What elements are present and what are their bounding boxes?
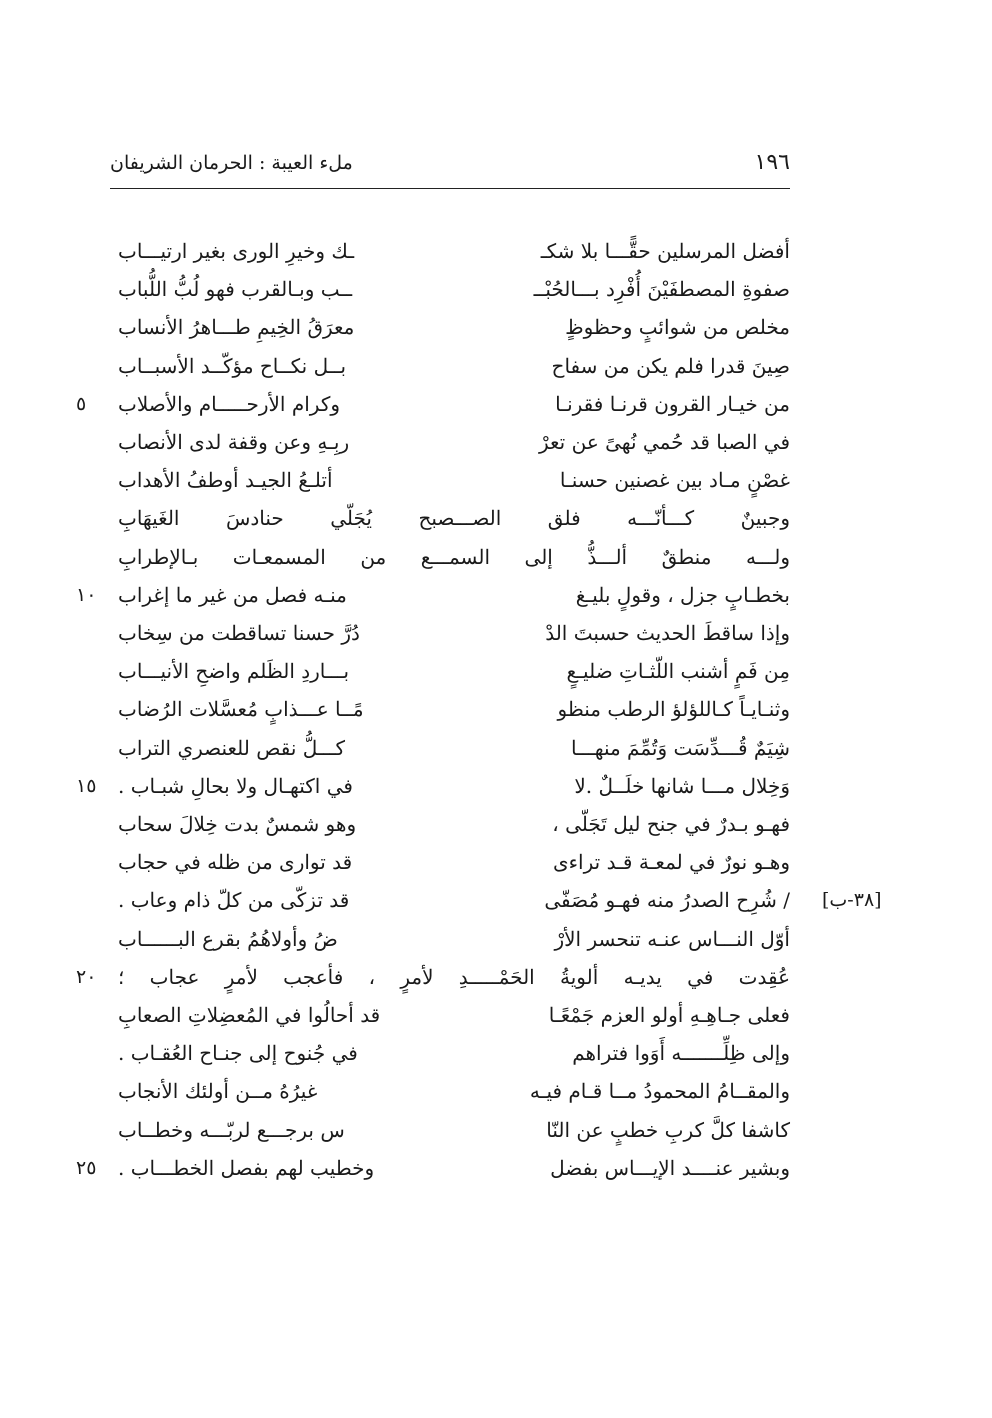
- verse-second-hemistich: قد تزكّى من كلّ ذام وعاب .: [118, 888, 350, 913]
- verse-second-hemistich: غيرُهُ مــن أولئك الأنجاب: [118, 1079, 318, 1104]
- verse-second-hemistich: وكرام الأرحـــــام والأصلاب: [118, 391, 340, 416]
- verse-line: [118, 958, 790, 996]
- line-number: ٢٥: [76, 1156, 97, 1179]
- verse-line: [118, 347, 790, 385]
- verse-line: [118, 270, 790, 308]
- header-rule: [110, 188, 790, 189]
- verse-first-hemistich: عُقِدت في يديـه ألويةُ الحَمْـــــدِ لأمرٍ ، فأعجب لأمرٍ عجاب ؛: [118, 964, 790, 989]
- line-number: ١٥: [76, 774, 97, 797]
- page-number: ١٩٦: [754, 150, 790, 175]
- verse-second-hemistich: أتلـعُ الجيـد أوطفُ الأهداب: [118, 468, 333, 493]
- verse-line: [118, 499, 790, 537]
- page-header: [110, 150, 790, 190]
- verse-line: [118, 1072, 790, 1110]
- verse-second-hemistich: في جُنوح إلى جنـاح العُقـاب .: [118, 1041, 358, 1066]
- verse-first-hemistich: صفوةِ المصطفَيْنَ أُفْرِد بـــالحُبْــ: [533, 277, 790, 302]
- verse-line: [118, 614, 790, 652]
- verse-first-hemistich: شِيَمٌ قُـــدِّسَت وَتُمِّمَ منهـــا: [571, 735, 790, 760]
- verse-first-hemistich: مِن فَمٍ أشنب اللّثـاتِ ضليـعٍ: [566, 659, 790, 684]
- verse-line: [118, 1034, 790, 1072]
- verse-line: [118, 1111, 790, 1149]
- verse-line: [118, 538, 790, 576]
- verse-second-hemistich: وخطيب لهم بفصل الخطـــاب .: [118, 1155, 375, 1180]
- verse-first-hemistich: وإذا ساقطَ الحديث حسبتَ الدْ: [545, 621, 790, 645]
- verse-first-hemistich: غصْنٍ مـاد بين غصنين حسنـا: [559, 468, 790, 493]
- verse-second-hemistich: ــب وبـالقرب فهو لُبُّ اللُّباب: [118, 277, 353, 302]
- verse-first-hemistich: في الصبا قد حُمي نُهىً عن تعرْ: [538, 430, 790, 454]
- verse-line: [118, 881, 790, 919]
- verse-second-hemistich: ضُ وأولاهُمُ بقرع البــــــاب: [118, 926, 338, 951]
- verse-second-hemistich: في اكتهـال ولا بحالِ شبـاب .: [118, 773, 353, 798]
- verse-line: [118, 805, 790, 843]
- verse-line: [118, 1149, 790, 1187]
- verse-first-hemistich: مخلص من شوائبٍ وحظوظٍ: [565, 315, 790, 340]
- verse-line: [118, 729, 790, 767]
- verse-line: [118, 576, 790, 614]
- verse-line: [118, 461, 790, 499]
- verse-line: [118, 385, 790, 423]
- verse-second-hemistich: بـــاردِ الظَلم واضحِ الأنيـــاب: [118, 659, 350, 684]
- verse-first-hemistich: وجبينٌ كـــأنّـــه فلق الصـــصبح يُجَلّي حنادسَ الغَيهَابِ: [118, 506, 790, 531]
- verse-line: [118, 843, 790, 881]
- verse-line: [118, 232, 790, 270]
- verse-first-hemistich: ولـــه منطقٌ ألـــذُّ إلى السمـــع من المسمعـات بـالإطرابِ: [118, 544, 790, 569]
- verse-second-hemistich: وهو شمسٌ بدت خِلالَ سحاب: [118, 812, 357, 836]
- verse-first-hemistich: صِينَ قدرا فلم يكن من سفاح: [551, 353, 790, 378]
- verse-second-hemistich: منـه فصل من غير ما إغراب: [118, 582, 347, 607]
- verse-line: [118, 996, 790, 1034]
- verse-second-hemistich: ربِـهِ وعن وقفة لدى الأنصاب: [118, 430, 350, 454]
- verse-second-hemistich: كـــلُّ نقص للعنصري التراب: [118, 735, 346, 760]
- line-number: ٢٠: [76, 965, 97, 988]
- verse-first-hemistich: أوّل النـــاس عنـه تنحسر الأرْ: [554, 926, 790, 951]
- verse-second-hemistich: معرَقُ الخِيمِ طـــاهرُ الأنساب: [118, 315, 355, 340]
- running-title: ملء العيبة : الحرمان الشريفان: [110, 152, 353, 174]
- verse-first-hemistich: وَخِلال مـــا شانها خلَــلٌ .لا: [574, 773, 790, 798]
- verse-second-hemistich: دُرَّ حسنا تساقطت من سِخاب: [118, 621, 360, 645]
- verse-second-hemistich: بــل نكــاح مؤكّــد الأسبــاب: [118, 353, 347, 378]
- verse-second-hemistich: س برجـــع لربّـــه وخطــاب: [118, 1117, 345, 1142]
- verse-first-hemistich: والمقــامُ المحمودُ مــا قـام فيـه: [529, 1079, 790, 1104]
- verse-first-hemistich: وإلى ظِلِّـــــــه أَوَوا فتراهم: [572, 1041, 790, 1066]
- verse-line: [118, 690, 790, 728]
- verse-second-hemistich: قد توارى من ظله في حجاب: [118, 850, 353, 875]
- verse-first-hemistich: / شُرِح الصدرُ منه فهـو مُصَفّى: [544, 888, 790, 913]
- line-number: ١٠: [76, 583, 97, 606]
- verse-first-hemistich: وهـو نورٌ في لمعـة قـد تراءى: [553, 850, 790, 875]
- verse-first-hemistich: وبشير عنــــد الإيـــاس بفضل: [550, 1155, 790, 1180]
- verse-line: [118, 920, 790, 958]
- verse-second-hemistich: ـك وخيرِ الورى بغير ارتيـــاب: [118, 239, 355, 263]
- verse-line: [118, 767, 790, 805]
- verse-second-hemistich: مًــا عـــذابٍ مُعسَّلات الرُضاب: [118, 697, 364, 722]
- folio-marker: [٣٨-ب]: [822, 889, 882, 912]
- verse-first-hemistich: فهـو بـدرٌ في جنح ليل تَجَلّى ،: [552, 812, 790, 836]
- verse-line: [118, 308, 790, 346]
- line-number: ٥: [76, 392, 87, 415]
- verse-second-hemistich: قد أحالُوا في المُعضِلاتِ الصعابِ: [118, 1003, 381, 1027]
- verse-line: [118, 652, 790, 690]
- verse-line: [118, 423, 790, 461]
- verse-first-hemistich: وثنـايـاً كـاللؤلؤ الرطب منظو: [557, 697, 790, 722]
- verse-first-hemistich: أفضل المرسلين حقًّـــا بلا شكـ: [540, 239, 790, 263]
- verse-first-hemistich: كاشفا كلَّ كربِ خطبٍ عن النّا: [546, 1117, 790, 1142]
- verse-first-hemistich: بخطـابٍ جزل ، وقولٍ بليـغ: [575, 582, 790, 607]
- verse-first-hemistich: من خيـار القرون قرنـا فقرنـا: [555, 391, 790, 416]
- verse-first-hemistich: فعلى جـاهِـهِ أولو العزم جَمْعًـا: [548, 1003, 790, 1027]
